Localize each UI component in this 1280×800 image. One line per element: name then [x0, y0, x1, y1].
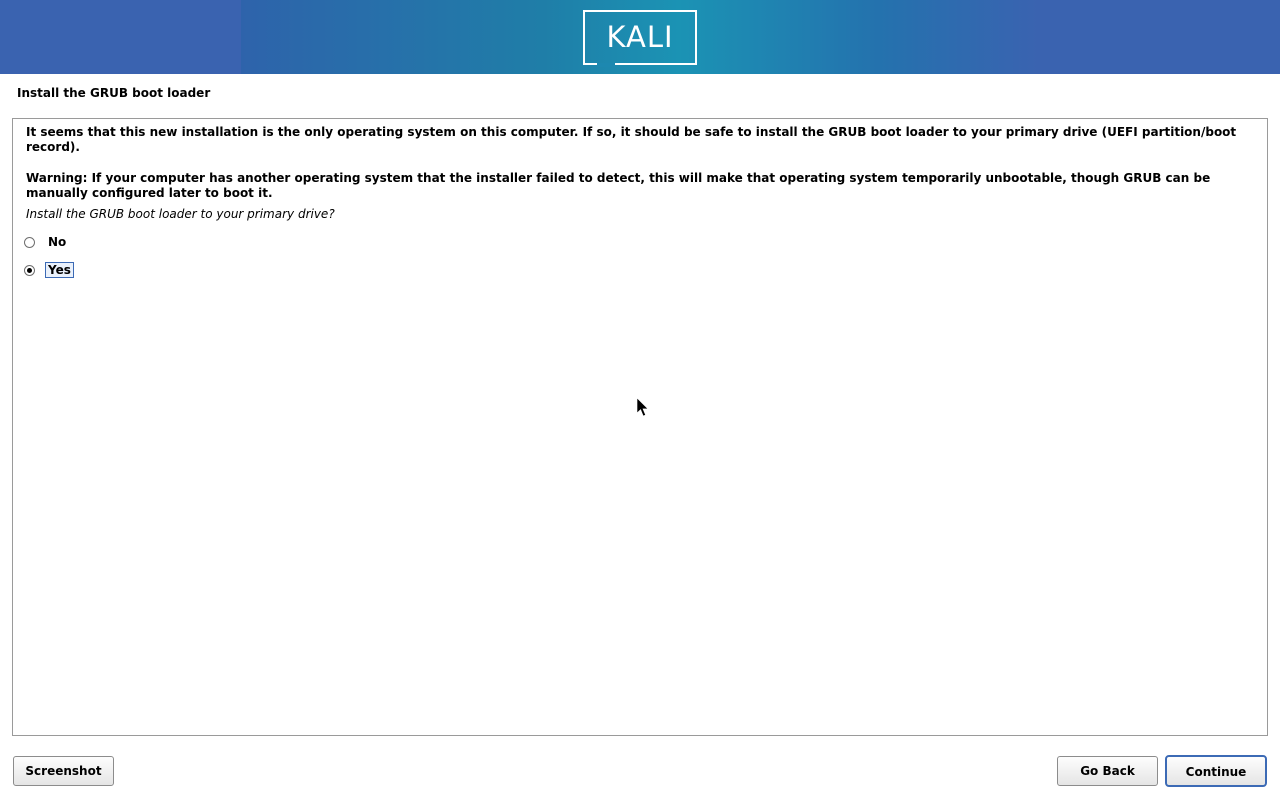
kali-banner	[0, 0, 1280, 74]
banner-right-fill	[1038, 0, 1280, 74]
question-label: Install the GRUB boot loader to your primary drive?	[26, 207, 335, 221]
banner-left-fill	[0, 0, 241, 74]
radio-icon-yes[interactable]	[24, 265, 35, 276]
radio-icon-no[interactable]	[24, 237, 35, 248]
go-back-button[interactable]: Go Back	[1057, 756, 1158, 786]
page-title: Install the GRUB boot loader	[17, 86, 211, 100]
radio-label-yes: Yes	[45, 262, 74, 278]
content-panel	[12, 118, 1268, 736]
kali-logo-text: KALI	[606, 20, 674, 54]
screenshot-button[interactable]: Screenshot	[13, 756, 114, 786]
kali-logo-notch	[597, 63, 615, 67]
continue-button[interactable]: Continue	[1165, 755, 1267, 787]
radio-label-no: No	[48, 235, 67, 249]
radio-option-no[interactable]	[24, 232, 69, 252]
radio-option-yes[interactable]	[24, 260, 74, 280]
intro-text: It seems that this new installation is the only operating system on this computer. If so, it should be safe to install the GRUB boot loader to your primary drive (UEFI partition/boot record).	[26, 125, 1237, 154]
warning-text: Warning: If your computer has another operating system that the installer failed to detect, this will make that operating system temporarily unbootable, though GRUB can be manually configured later to boot it.	[26, 171, 1211, 200]
